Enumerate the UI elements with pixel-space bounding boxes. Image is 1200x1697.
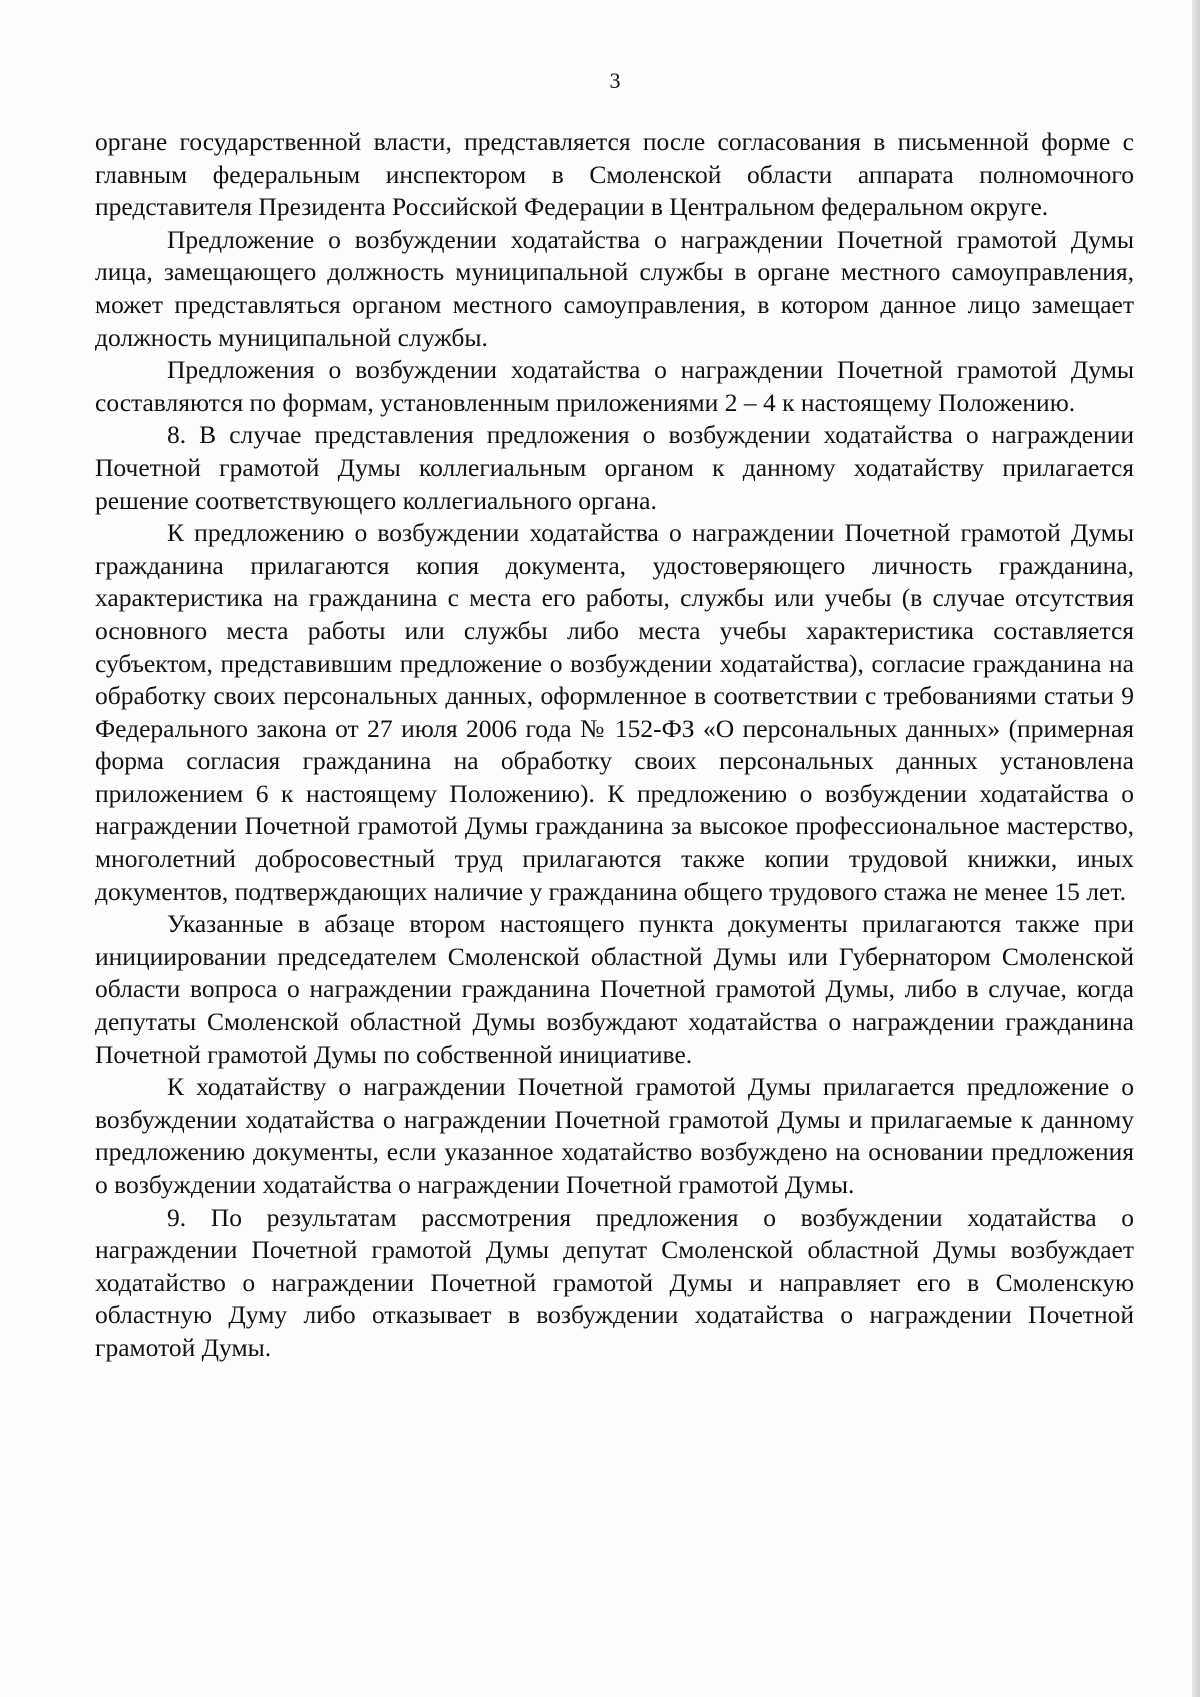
clause-9: 9. По результатам рассмотрения предложения о возбуждении ходатайства о награждении Почетной грамотой Думы депутат Смоленской областной Думы возбуждает ходатайство о награждении Почетной грамотой Думы и направляет его в Смоленскую областную Думу либо отказывает в возбуждении ходатайства о награждении Почетной грамотой Думы. [95, 1202, 1134, 1362]
clause-8: 8. В случае представления предложения о возбуждении ходатайства о награждении Почетной грамотой Думы коллегиальным органом к данному ходатайству прилагается решение соответствующего коллегиального органа. [95, 420, 1134, 515]
paragraph: Предложение о возбуждении ходатайства о награждении Почетной грамотой Думы лица, замещающего должность муниципальной службы в органе местного самоуправления, может представляться органом местного самоуправления, в котором данное лицо замещает должность муниципальной службы. [95, 224, 1134, 352]
scan-edge-shadow [1192, 0, 1200, 1697]
paragraph: К ходатайству о награждении Почетной грамотой Думы прилагается предложение о возбуждении ходатайства о награждении Почетной грамотой Думы и прилагаемые к данному предложению документы, если указанное ходатайство возбуждено на основании предложения о возбуждении ходатайства о награждении Почетной грамотой Думы. [95, 1072, 1134, 1199]
paragraph-continuation: органе государственной власти, представляется после согласования в письменной форме с главным федеральным инспектором в Смоленской области аппарата полномочного представителя Президента Российской Федерации в Центральном федеральном округе. [95, 127, 1134, 222]
page-number: 3 [609, 68, 621, 93]
document-body [95, 126, 1134, 1365]
paragraph: К предложению о возбуждении ходатайства о награждении Почетной грамотой Думы гражданина прилагаются копия документа, удостоверяющего личность гражданина, характеристика на гражданина с места его работы, службы или учебы (в случае отсутствия основного места работы или службы либо места учебы характеристика составляется субъектом, представившим предложение о возбуждении ходатайства), согласие гражданина на обработку своих персональных данных, оформленное в соответствии с требованиями статьи 9 Федерального закона от 27 июля 2006 года № 152-ФЗ «О персональных данных» (примерная форма согласия гражданина на обработку своих персональных данных установлена приложением 6 к настоящему Положению). К предложению о возбуждении ходатайства о награждении Почетной грамотой Думы гражданина за высокое профессиональное мастерство, многолетний добросовестный труд прилагаются также копии трудовой книжки, иных документов, подтверждающих наличие у гражданина общего трудового стажа не менее 15 лет. [95, 518, 1134, 906]
paragraph: Указанные в абзаце втором настоящего пункта документы прилагаются также при инициировании председателем Смоленской областной Думы или Губернатором Смоленской области вопроса о награждении гражданина Почетной грамотой Думы, либо в случае, когда депутаты Смоленской областной Думы возбуждают ходатайства о награждении гражданина Почетной грамотой Думы по собственной инициативе. [95, 909, 1134, 1069]
paragraph: Предложения о возбуждении ходатайства о награждении Почетной грамотой Думы составляются по формам, установленным приложениями 2 – 4 к настоящему Положению. [95, 355, 1134, 417]
